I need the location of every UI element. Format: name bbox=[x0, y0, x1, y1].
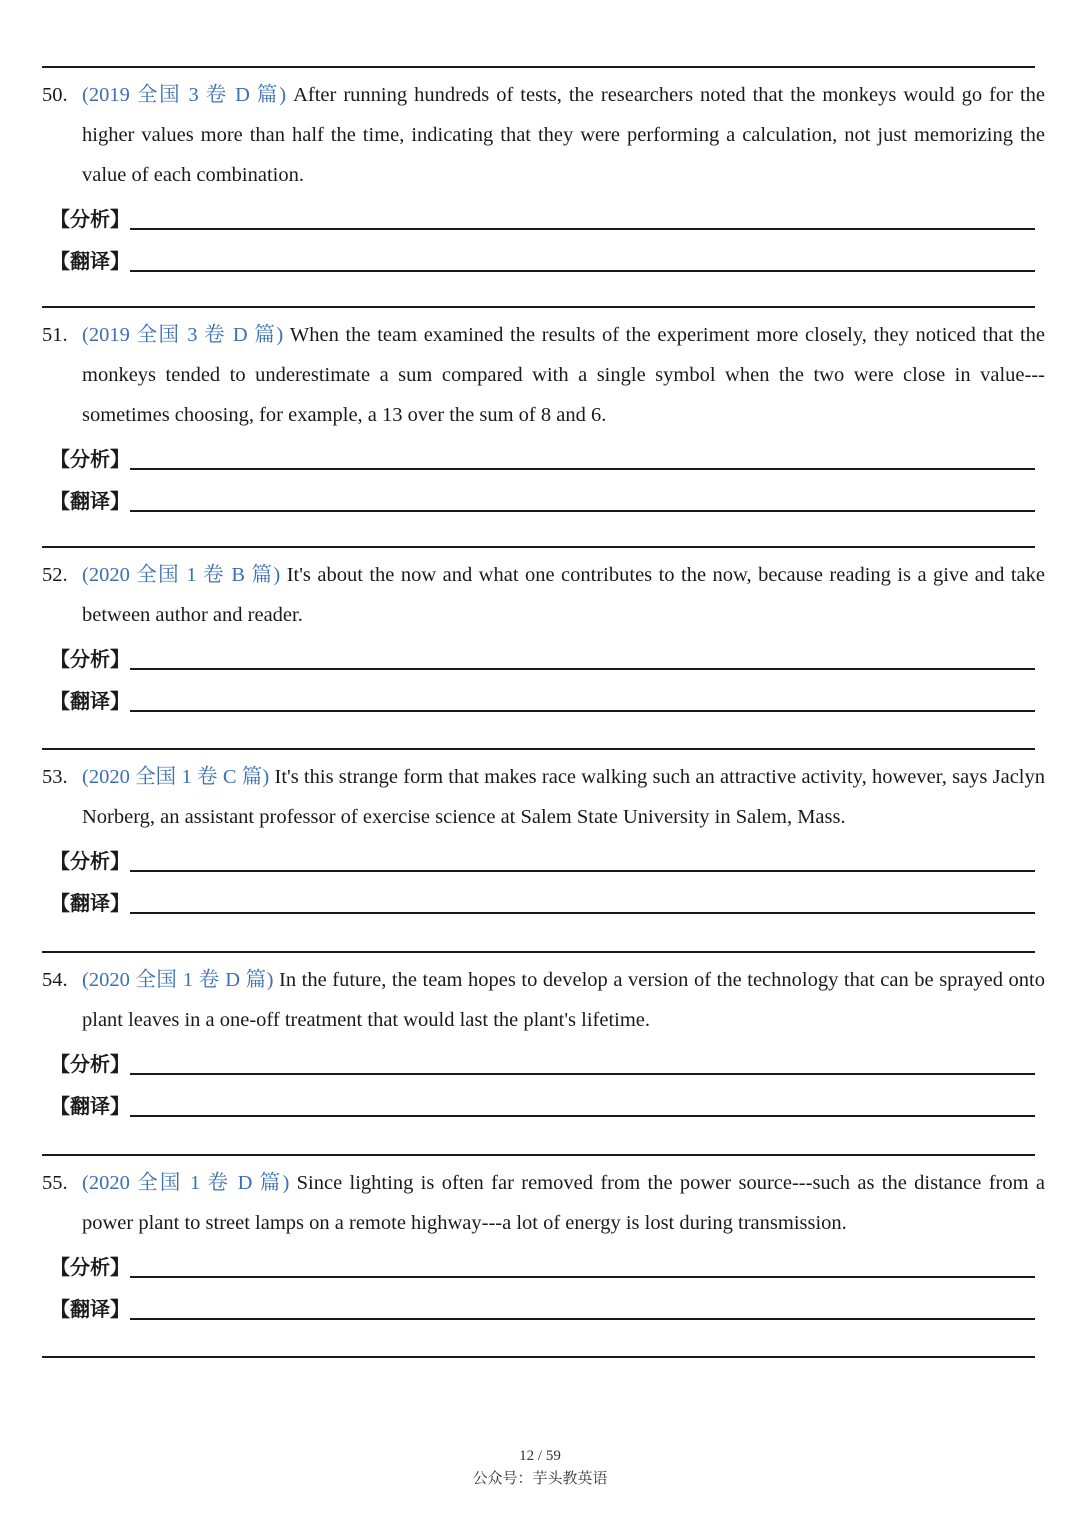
separator-rule bbox=[42, 1356, 1035, 1358]
translation-answer-row bbox=[42, 677, 1045, 719]
question-number: 52. bbox=[42, 564, 68, 586]
question-sentence: It's this strange form that makes race walking such an attractive activity, however, says Jaclyn Norberg, an assistant professor of exercise science at Salem State University in Salem, Mass. bbox=[82, 766, 1046, 828]
translation-label: 【翻译】 bbox=[50, 1094, 130, 1118]
question-sentence: Since lighting is often far removed from the power source---such as the distance from a power plant to street lamps on a remote highway---a lot of energy is lost during transmission. bbox=[82, 1172, 1045, 1234]
question-source: (2020 全国 1 卷 B 篇) bbox=[82, 564, 281, 586]
question-number: 51. bbox=[42, 324, 68, 346]
question-number: 54. bbox=[42, 969, 68, 991]
separator-rule bbox=[42, 306, 1035, 308]
translation-answer-row bbox=[42, 1285, 1045, 1327]
analysis-answer-line[interactable] bbox=[130, 1073, 1035, 1075]
question-text-block bbox=[42, 1163, 1045, 1243]
analysis-label: 【分析】 bbox=[50, 447, 130, 471]
translation-label: 【翻译】 bbox=[50, 1297, 130, 1321]
analysis-label: 【分析】 bbox=[50, 849, 130, 873]
question-item-53 bbox=[42, 757, 1045, 921]
translation-answer-line[interactable] bbox=[130, 912, 1035, 914]
translation-label: 【翻译】 bbox=[50, 689, 130, 713]
analysis-label: 【分析】 bbox=[50, 207, 130, 231]
translation-label: 【翻译】 bbox=[50, 489, 130, 513]
translation-answer-line[interactable] bbox=[130, 710, 1035, 712]
question-item-51 bbox=[42, 315, 1045, 519]
footer-brand: 公众号：芋头教英语 bbox=[472, 1469, 608, 1487]
question-text-block bbox=[42, 75, 1045, 195]
question-number: 55. bbox=[42, 1172, 68, 1194]
question-item-52 bbox=[42, 555, 1045, 719]
question-text-block bbox=[42, 555, 1045, 635]
separator-rule bbox=[42, 748, 1035, 750]
question-sentence: When the team examined the results of the experiment more closely, they noticed that the monkeys tended to underestimate a sum compared with a single symbol when the two were close in value---sometimes choosing, for example, a 13 over the sum of 8 and 6. bbox=[82, 324, 1045, 426]
analysis-answer-row bbox=[42, 635, 1045, 677]
separator-rule bbox=[42, 546, 1035, 548]
question-item-55 bbox=[42, 1163, 1045, 1327]
question-text-block bbox=[42, 757, 1045, 837]
analysis-answer-line[interactable] bbox=[130, 468, 1035, 470]
question-source: (2019 全国 3 卷 D 篇) bbox=[82, 84, 287, 106]
analysis-answer-row bbox=[42, 195, 1045, 237]
separator-rule bbox=[42, 951, 1035, 953]
translation-label: 【翻译】 bbox=[50, 249, 130, 273]
analysis-label: 【分析】 bbox=[50, 647, 130, 671]
translation-answer-line[interactable] bbox=[130, 510, 1035, 512]
translation-answer-row bbox=[42, 879, 1045, 921]
analysis-answer-row bbox=[42, 1243, 1045, 1285]
separator-rule bbox=[42, 1154, 1035, 1156]
translation-answer-row bbox=[42, 237, 1045, 279]
analysis-answer-line[interactable] bbox=[130, 870, 1035, 872]
analysis-label: 【分析】 bbox=[50, 1255, 130, 1279]
question-item-54 bbox=[42, 960, 1045, 1124]
analysis-answer-row bbox=[42, 1040, 1045, 1082]
question-number: 50. bbox=[42, 84, 68, 106]
analysis-answer-line[interactable] bbox=[130, 1276, 1035, 1278]
analysis-answer-row bbox=[42, 435, 1045, 477]
question-source: (2019 全国 3 卷 D 篇) bbox=[82, 324, 284, 346]
analysis-answer-row bbox=[42, 837, 1045, 879]
page-number: 12 / 59 bbox=[519, 1448, 561, 1464]
question-sentence: After running hundreds of tests, the researchers noted that the monkeys would go for the higher values more than half the time, indicating that they were performing a calculation, not just memorizing the value of each combination. bbox=[82, 84, 1045, 186]
question-item-50 bbox=[42, 75, 1045, 279]
separator-rule bbox=[42, 66, 1035, 68]
analysis-answer-line[interactable] bbox=[130, 668, 1035, 670]
question-source: (2020 全国 1 卷 C 篇) bbox=[82, 766, 270, 788]
question-sentence: In the future, the team hopes to develop a version of the technology that can be sprayed onto plant leaves in a one-off treatment that would last the plant's lifetime. bbox=[82, 969, 1045, 1031]
analysis-label: 【分析】 bbox=[50, 1052, 130, 1076]
analysis-answer-line[interactable] bbox=[130, 228, 1035, 230]
question-text-block bbox=[42, 960, 1045, 1040]
translation-answer-row bbox=[42, 477, 1045, 519]
translation-answer-line[interactable] bbox=[130, 1115, 1035, 1117]
translation-answer-line[interactable] bbox=[130, 270, 1035, 272]
question-number: 53. bbox=[42, 766, 68, 788]
question-text-block bbox=[42, 315, 1045, 435]
question-source: (2020 全国 1 卷 D 篇) bbox=[82, 969, 274, 991]
translation-answer-line[interactable] bbox=[130, 1318, 1035, 1320]
question-source: (2020 全国 1 卷 D 篇) bbox=[82, 1172, 290, 1194]
translation-answer-row bbox=[42, 1082, 1045, 1124]
translation-label: 【翻译】 bbox=[50, 891, 130, 915]
question-sentence: It's about the now and what one contributes to the now, because reading is a give and take between author and reader. bbox=[82, 564, 1045, 626]
